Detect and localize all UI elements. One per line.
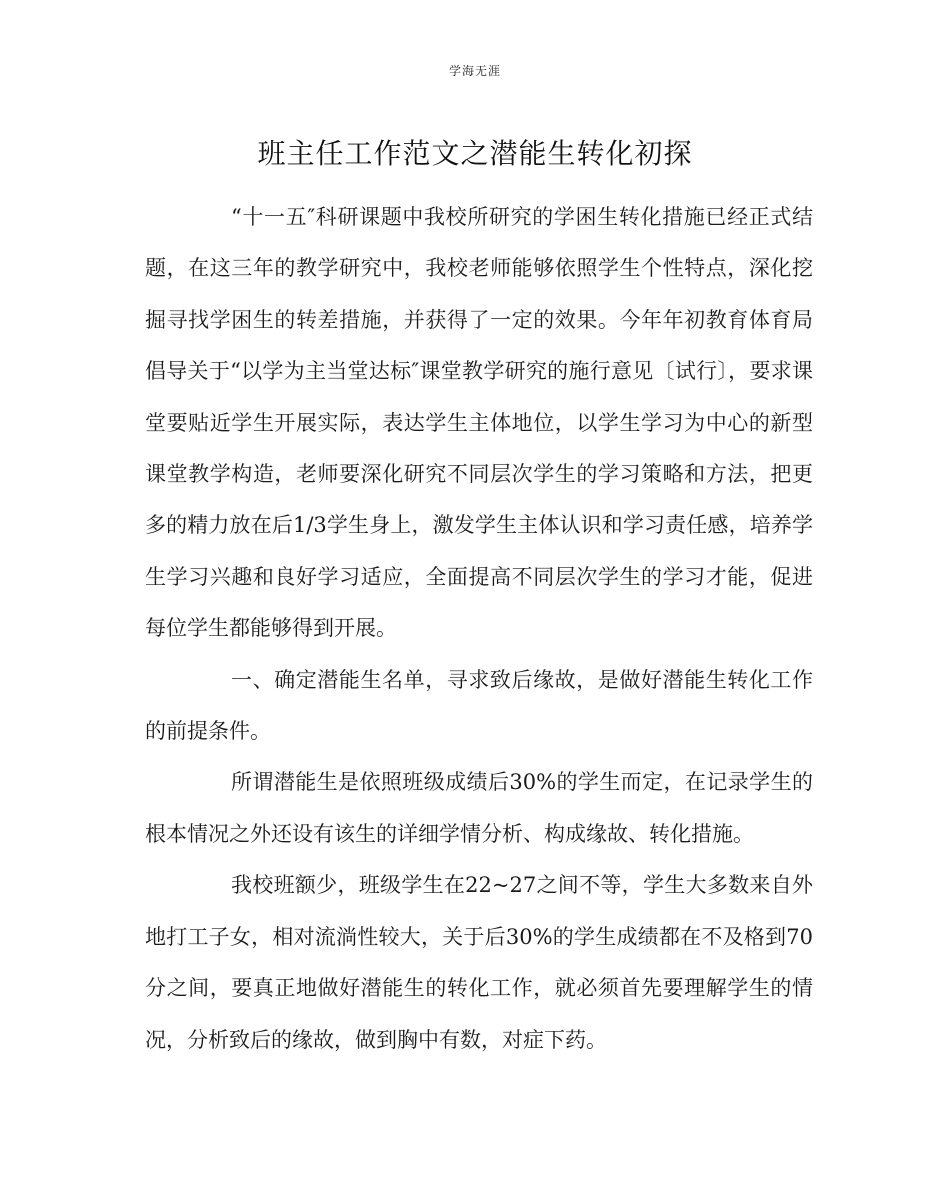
paragraph-section-one-heading: 一、确定潜能生名单，寻求致后缘故，是做好潜能生转化工作的前提条件。 bbox=[145, 667, 813, 744]
paragraph-definition: 所谓潜能生是依照班级成绩后30%的学生而定，在记录学生的根本情况之外还设有该生的详细学情分析、构成缘故、转化措施。 bbox=[145, 770, 813, 846]
running-header: 学海无涯 bbox=[448, 64, 501, 78]
document-title: 班主任工作范文之潜能生转化初探 bbox=[257, 137, 693, 170]
paragraph-intro: “十一五″科研课题中我校所研究的学困生转化措施已经正式结题，在这三年的教学研究中，我校老师能够依照学生个性特点，深化挖掘寻找学困生的转差措施，并获得了一定的效果。今年年初教育体育局倡导关于“以学为主当堂达标″课堂教学研究的施行意见〔试行〕，要求课堂要贴近学生开展实际，表达学生主体地位，以学生学习为中心的新型课堂教学构造，老师要深化研究不同层次学生的学习策略和方法，把更多的精力放在后1/3学生身上，激发学生主体认识和学习责任感，培养学生学习兴趣和良好学习适应，全面提高不同层次学生的学习才能，促进每位学生都能够得到开展。 bbox=[145, 205, 813, 641]
document-body bbox=[145, 192, 813, 1066]
paragraph-class-situation: 我校班额少，班级学生在22~27之间不等，学生大多数来自外地打工子女，相对流淌性较大，关于后30%的学生成绩都在不及格到70分之间，要真正地做好潜能生的转化工作，就必须首先要理解学生的情况，分析致后的缘故，做到胸中有数，对症下药。 bbox=[145, 873, 813, 1052]
